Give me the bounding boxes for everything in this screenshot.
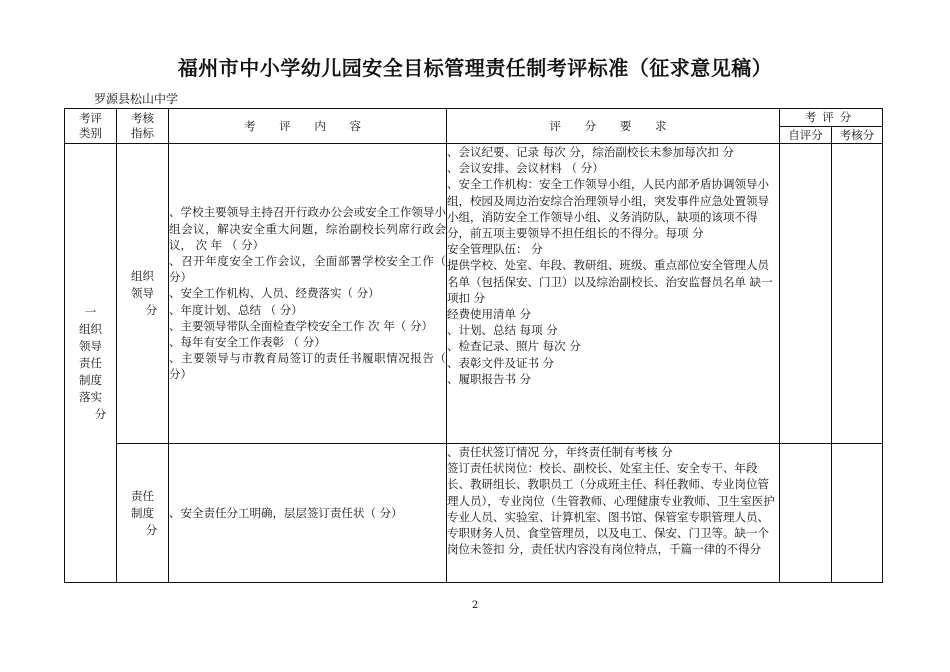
requirement-item: 经费使用清单 分: [447, 307, 532, 322]
school-name: 罗源县松山中学: [94, 92, 179, 106]
requirements-organization-leadership: [447, 144, 780, 444]
content-item: 、学校主要领导主持召开行政办公会或安全工作领导小组会议，解决安全重大问题，综治副校长列席行政会议， 次 年 （ 分）: [169, 205, 446, 252]
header-requirements: 评 分 要 求: [447, 109, 780, 144]
requirement-item: 签订责任状岗位：校长、副校长、处室主任、安全专干、年段长、教研组长、教职员工（分成班主任、科任教师、专业岗位管理人员），专业岗位（生管教师、心理健康专业教师、卫生室医护专业人员、实验室、计算机室、图书馆、保管室专职管理人员、专职财务人员、食堂管理员，以及电工、保安、门卫等。缺一个岗位未签扣 分，责任状内容没有岗位特点，千篇一律的不得分: [447, 461, 775, 557]
requirement-item: 、会议安排、会议材料 （ 分）: [447, 161, 604, 176]
content-item: 、主要领导带队全面检查学校安全工作 次 年（ 分）: [169, 318, 433, 333]
content-item: 、主要领导与市教育局签订的责任书履职情况报告（ 分）: [169, 351, 446, 382]
evaluation-table: [64, 108, 883, 583]
requirement-item: 提供学校、处室、年段、教研组、班级、重点部位安全管理人员名单（包括保安、门卫）以及综治副校长、治安监督员名单 缺一项扣 分: [447, 258, 773, 305]
content-item: 、召开年度安全工作会议，全面部署学校安全工作（ 分）: [169, 253, 446, 285]
header-category: 考评 类别: [65, 109, 117, 144]
header-content: 考 评 内 容: [169, 109, 447, 144]
indicator-responsibility-system: 责任 制度 分: [117, 444, 169, 583]
requirement-item: 、表彰文件及证书 分: [447, 355, 555, 370]
header-score-group: 考评分: [780, 109, 883, 127]
check-score-cell: [832, 144, 883, 444]
content-item: 、每年有安全工作表彰 （ 分）: [169, 335, 326, 349]
requirement-item: 、安全工作机构：安全工作领导小组，人民内部矛盾协调领导小组，校园及周边治安综合治理领导小组，突发事件应急处置领导小组，消防安全工作领导小组、义务消防队，缺项的该项不得分，前五项主要领导不担任组长的不得分。每项 分: [447, 177, 769, 241]
content-item: 、年度计划、总结 （ 分）: [169, 302, 303, 317]
header-self-score: 自评分: [780, 127, 832, 144]
document-title: 福州市中小学幼儿园安全目标管理责任制考评标准（征求意见稿）: [177, 56, 773, 80]
content-item: 、安全责任分工明确，层层签订责任状（ 分）: [169, 505, 403, 520]
check-score-cell: [832, 444, 883, 583]
indicator-organization-leadership: 组织 领导 分: [117, 144, 169, 444]
header-indicator: 考核 指标: [117, 109, 169, 144]
header-check-score: 考核分: [832, 127, 883, 144]
content-organization-leadership: [169, 144, 447, 444]
requirement-item: 、会议纪要、记录 每次 分，综治副校长未参加每次扣 分: [447, 145, 734, 159]
content-responsibility-system: [169, 444, 447, 583]
self-score-cell: [780, 444, 832, 583]
content-item: 、安全工作机构、人员、经费落实（ 分）: [169, 286, 380, 301]
page-number: 2: [471, 600, 479, 611]
self-score-cell: [780, 144, 832, 444]
requirement-item: 、检查记录、照片 每次 分: [447, 339, 581, 354]
category-organization-leadership: 一 组织 领导 责任 制度 落实 分: [65, 144, 117, 583]
requirement-item: 、责任状签订情况 分，年终责任制有考核 分: [447, 445, 673, 459]
requirement-item: 安全管理队伍： 分: [447, 242, 543, 257]
requirements-responsibility-system: [447, 444, 780, 583]
requirement-item: 、履职报告书 分: [447, 371, 532, 386]
requirement-item: 、计划、总结 每项 分: [447, 323, 558, 338]
